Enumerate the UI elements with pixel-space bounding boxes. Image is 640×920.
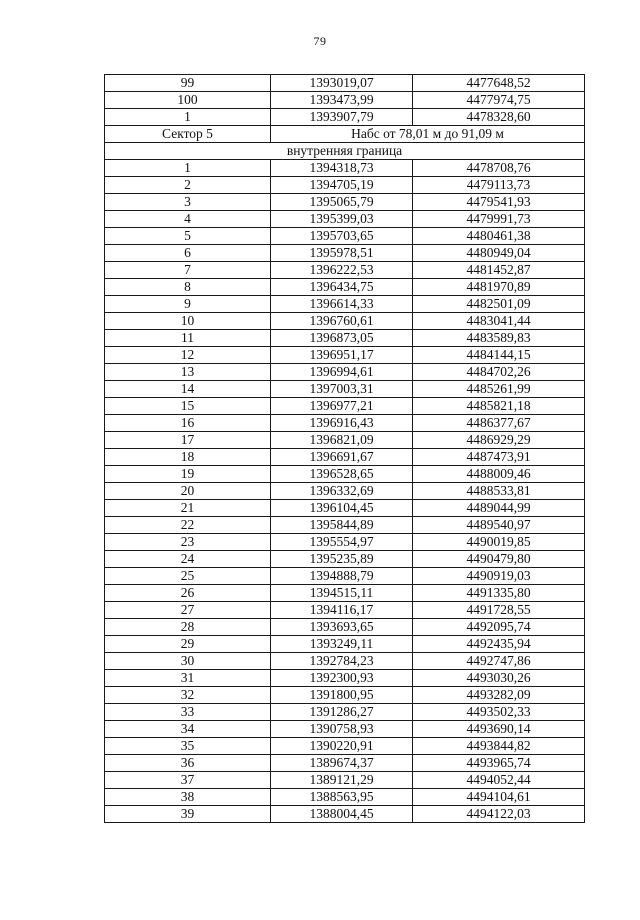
point-number: 22 — [105, 517, 271, 534]
point-number: 25 — [105, 568, 271, 585]
table-row — [105, 211, 585, 228]
sector-header — [105, 126, 585, 160]
y-coordinate: 4493502,33 — [413, 704, 585, 721]
y-coordinate: 4489044,99 — [413, 500, 585, 517]
x-coordinate: 1393693,65 — [271, 619, 413, 636]
y-coordinate: 4493965,74 — [413, 755, 585, 772]
y-coordinate: 4491335,80 — [413, 585, 585, 602]
sector-label: Сектор 5 — [105, 126, 271, 143]
y-coordinate: 4493282,09 — [413, 687, 585, 704]
x-coordinate: 1394515,11 — [271, 585, 413, 602]
point-number: 16 — [105, 415, 271, 432]
x-coordinate: 1388563,95 — [271, 789, 413, 806]
point-number: 2 — [105, 177, 271, 194]
point-number: 19 — [105, 466, 271, 483]
y-coordinate: 4485261,99 — [413, 381, 585, 398]
point-number: 8 — [105, 279, 271, 296]
x-coordinate: 1396873,05 — [271, 330, 413, 347]
y-coordinate: 4479113,73 — [413, 177, 585, 194]
table-row — [105, 500, 585, 517]
x-coordinate: 1396951,17 — [271, 347, 413, 364]
table-row — [105, 279, 585, 296]
table-row — [105, 177, 585, 194]
point-number: 24 — [105, 551, 271, 568]
point-number: 37 — [105, 772, 271, 789]
x-coordinate: 1391286,27 — [271, 704, 413, 721]
x-coordinate: 1395554,97 — [271, 534, 413, 551]
y-coordinate: 4481970,89 — [413, 279, 585, 296]
table-row — [105, 738, 585, 755]
table-row — [105, 704, 585, 721]
y-coordinate: 4483589,83 — [413, 330, 585, 347]
point-number: 21 — [105, 500, 271, 517]
y-coordinate: 4494104,61 — [413, 789, 585, 806]
x-coordinate: 1394318,73 — [271, 160, 413, 177]
table-row — [105, 432, 585, 449]
y-coordinate: 4480949,04 — [413, 245, 585, 262]
y-coordinate: 4489540,97 — [413, 517, 585, 534]
table-row — [105, 228, 585, 245]
table-row — [105, 466, 585, 483]
y-coordinate: 4491728,55 — [413, 602, 585, 619]
x-coordinate: 1396332,69 — [271, 483, 413, 500]
point-number: 35 — [105, 738, 271, 755]
table-row — [105, 483, 585, 500]
point-number: 100 — [105, 92, 271, 109]
point-number: 30 — [105, 653, 271, 670]
table-row — [105, 806, 585, 823]
x-coordinate: 1393907,79 — [271, 109, 413, 126]
x-coordinate: 1389121,29 — [271, 772, 413, 789]
x-coordinate: 1393019,07 — [271, 75, 413, 92]
height-range: Набс от 78,01 м до 91,09 м — [271, 126, 585, 143]
table-row — [105, 653, 585, 670]
point-number: 33 — [105, 704, 271, 721]
point-number: 12 — [105, 347, 271, 364]
point-number: 10 — [105, 313, 271, 330]
x-coordinate: 1390758,93 — [271, 721, 413, 738]
x-coordinate: 1396691,67 — [271, 449, 413, 466]
y-coordinate: 4490919,03 — [413, 568, 585, 585]
table-row — [105, 415, 585, 432]
y-coordinate: 4481452,87 — [413, 262, 585, 279]
point-number: 17 — [105, 432, 271, 449]
y-coordinate: 4477974,75 — [413, 92, 585, 109]
x-coordinate: 1394116,17 — [271, 602, 413, 619]
table-row — [105, 245, 585, 262]
x-coordinate: 1392300,93 — [271, 670, 413, 687]
point-number: 3 — [105, 194, 271, 211]
y-coordinate: 4485821,18 — [413, 398, 585, 415]
point-number: 29 — [105, 636, 271, 653]
point-number: 34 — [105, 721, 271, 738]
y-coordinate: 4483041,44 — [413, 313, 585, 330]
point-number: 1 — [105, 109, 271, 126]
table-row — [105, 772, 585, 789]
x-coordinate: 1395703,65 — [271, 228, 413, 245]
table-row — [105, 619, 585, 636]
point-number: 13 — [105, 364, 271, 381]
y-coordinate: 4494122,03 — [413, 806, 585, 823]
point-number: 32 — [105, 687, 271, 704]
table-row — [105, 789, 585, 806]
table-row — [105, 585, 585, 602]
table-row — [105, 364, 585, 381]
x-coordinate: 1395399,03 — [271, 211, 413, 228]
y-coordinate: 4480461,38 — [413, 228, 585, 245]
x-coordinate: 1390220,91 — [271, 738, 413, 755]
table-row — [105, 517, 585, 534]
y-coordinate: 4484702,26 — [413, 364, 585, 381]
x-coordinate: 1396977,21 — [271, 398, 413, 415]
table-row — [105, 347, 585, 364]
y-coordinate: 4482501,09 — [413, 296, 585, 313]
table-row — [105, 381, 585, 398]
point-rows — [105, 160, 585, 823]
table-row — [105, 449, 585, 466]
table-row — [105, 602, 585, 619]
x-coordinate: 1394888,79 — [271, 568, 413, 585]
table-row — [105, 160, 585, 177]
y-coordinate: 4493690,14 — [413, 721, 585, 738]
point-number: 15 — [105, 398, 271, 415]
point-number: 26 — [105, 585, 271, 602]
point-number: 23 — [105, 534, 271, 551]
table-row — [105, 721, 585, 738]
point-number: 38 — [105, 789, 271, 806]
point-number: 28 — [105, 619, 271, 636]
point-number: 31 — [105, 670, 271, 687]
point-number: 14 — [105, 381, 271, 398]
top-rows — [105, 75, 585, 126]
x-coordinate: 1394705,19 — [271, 177, 413, 194]
y-coordinate: 4488533,81 — [413, 483, 585, 500]
y-coordinate: 4479541,93 — [413, 194, 585, 211]
table-row — [105, 92, 585, 109]
y-coordinate: 4486377,67 — [413, 415, 585, 432]
point-number: 6 — [105, 245, 271, 262]
y-coordinate: 4484144,15 — [413, 347, 585, 364]
point-number: 18 — [105, 449, 271, 466]
x-coordinate: 1396994,61 — [271, 364, 413, 381]
y-coordinate: 4493030,26 — [413, 670, 585, 687]
x-coordinate: 1395844,89 — [271, 517, 413, 534]
y-coordinate: 4486929,29 — [413, 432, 585, 449]
x-coordinate: 1396614,33 — [271, 296, 413, 313]
table-row — [105, 568, 585, 585]
point-number: 9 — [105, 296, 271, 313]
table-row — [105, 313, 585, 330]
point-number: 99 — [105, 75, 271, 92]
y-coordinate: 4488009,46 — [413, 466, 585, 483]
point-number: 20 — [105, 483, 271, 500]
table-row — [105, 262, 585, 279]
point-number: 39 — [105, 806, 271, 823]
y-coordinate: 4478328,60 — [413, 109, 585, 126]
page-number: 79 — [313, 34, 327, 48]
point-number: 7 — [105, 262, 271, 279]
x-coordinate: 1397003,31 — [271, 381, 413, 398]
x-coordinate: 1395065,79 — [271, 194, 413, 211]
sector-row — [105, 126, 585, 143]
y-coordinate: 4490019,85 — [413, 534, 585, 551]
table-row — [105, 670, 585, 687]
boundary-row — [105, 143, 585, 160]
point-number: 5 — [105, 228, 271, 245]
point-number: 1 — [105, 160, 271, 177]
x-coordinate: 1389674,37 — [271, 755, 413, 772]
x-coordinate: 1388004,45 — [271, 806, 413, 823]
coordinates-table — [104, 74, 585, 823]
x-coordinate: 1393249,11 — [271, 636, 413, 653]
table-row — [105, 109, 585, 126]
y-coordinate: 4478708,76 — [413, 160, 585, 177]
x-coordinate: 1396434,75 — [271, 279, 413, 296]
point-number: 11 — [105, 330, 271, 347]
x-coordinate: 1395978,51 — [271, 245, 413, 262]
table-row — [105, 75, 585, 92]
x-coordinate: 1391800,95 — [271, 687, 413, 704]
boundary-label: внутренняя граница — [105, 143, 585, 160]
table-row — [105, 755, 585, 772]
y-coordinate: 4494052,44 — [413, 772, 585, 789]
table-row — [105, 296, 585, 313]
point-number: 4 — [105, 211, 271, 228]
y-coordinate: 4493844,82 — [413, 738, 585, 755]
x-coordinate: 1396760,61 — [271, 313, 413, 330]
point-number: 27 — [105, 602, 271, 619]
x-coordinate: 1396528,65 — [271, 466, 413, 483]
y-coordinate: 4492095,74 — [413, 619, 585, 636]
y-coordinate: 4492435,94 — [413, 636, 585, 653]
y-coordinate: 4490479,80 — [413, 551, 585, 568]
table-row — [105, 398, 585, 415]
x-coordinate: 1396222,53 — [271, 262, 413, 279]
x-coordinate: 1396916,43 — [271, 415, 413, 432]
y-coordinate: 4487473,91 — [413, 449, 585, 466]
x-coordinate: 1392784,23 — [271, 653, 413, 670]
table-row — [105, 330, 585, 347]
table-row — [105, 551, 585, 568]
x-coordinate: 1396104,45 — [271, 500, 413, 517]
x-coordinate: 1393473,99 — [271, 92, 413, 109]
point-number: 36 — [105, 755, 271, 772]
y-coordinate: 4492747,86 — [413, 653, 585, 670]
table-row — [105, 636, 585, 653]
table-row — [105, 687, 585, 704]
table-row — [105, 194, 585, 211]
x-coordinate: 1395235,89 — [271, 551, 413, 568]
x-coordinate: 1396821,09 — [271, 432, 413, 449]
y-coordinate: 4479991,73 — [413, 211, 585, 228]
y-coordinate: 4477648,52 — [413, 75, 585, 92]
table-row — [105, 534, 585, 551]
